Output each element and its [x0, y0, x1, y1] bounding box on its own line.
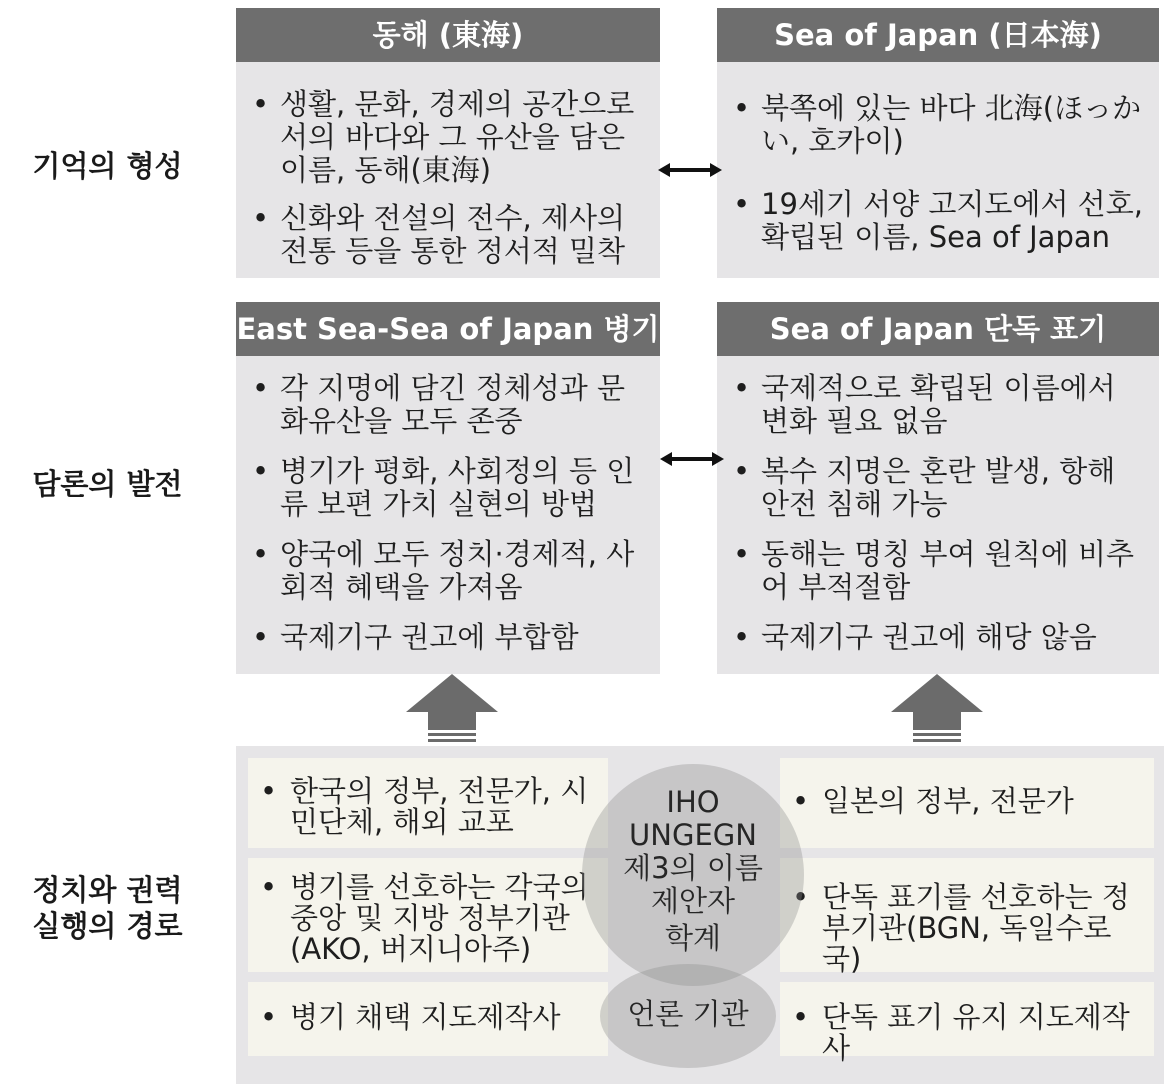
list-item: • 각 지명에 담긴 정체성과 문화유산을 모두 존중 — [236, 372, 660, 438]
box-east-sea — [236, 8, 660, 278]
box-dual-naming-title: East Sea-Sea of Japan 병기 — [236, 302, 660, 356]
box-dual-naming — [236, 302, 660, 674]
center-group-line: UNGEGN — [629, 818, 757, 852]
list-item: • 병기 채택 지도제작사 — [248, 1002, 608, 1033]
row-label-memory: 기억의 형성 — [32, 149, 183, 183]
list-item: • 신화와 전설의 전수, 제사의 전통 등을 통한 정서적 밀착 — [236, 202, 660, 268]
list-item: • 국제기구 권고에 부합함 — [236, 621, 660, 654]
double-arrow-icon — [660, 449, 724, 469]
list-item: • 양국에 모두 정치·경제적, 사회적 혜택을 가져옴 — [236, 538, 660, 604]
list-item: • 일본의 정부, 전문가 — [780, 786, 1154, 817]
up-arrow-icon — [404, 670, 500, 748]
center-group-line: 학계 — [664, 921, 722, 955]
list-item: • 동해는 명칭 부여 원칙에 비추어 부적절함 — [717, 538, 1159, 604]
center-group-line: IHO — [666, 785, 720, 819]
row-label-discourse: 담론의 발전 — [32, 467, 183, 501]
cell-single-gov — [780, 858, 1154, 976]
center-group-line: 제안자 — [650, 884, 736, 918]
cell-single-mapmakers — [780, 982, 1154, 1065]
list-item: • 단독 표기 유지 지도제작사 — [780, 1002, 1154, 1064]
list-item: • 복수 지명은 혼란 발생, 항해 안전 침해 가능 — [717, 455, 1159, 521]
list-item: • 북쪽에 있는 바다 北海(ほっかい, 호카이) — [717, 92, 1159, 158]
box-single-naming-title: Sea of Japan 단독 표기 — [717, 302, 1159, 356]
list-item: • 한국의 정부, 전문가, 시민단체, 해외 교포 — [248, 776, 608, 838]
actors-panel — [236, 746, 1164, 1084]
box-east-sea-list — [236, 88, 660, 268]
double-arrow-icon — [658, 160, 722, 180]
box-dual-naming-list — [236, 372, 660, 654]
box-sea-of-japan-list — [717, 92, 1159, 254]
box-single-naming-list — [717, 372, 1159, 654]
box-east-sea-title: 동해 (東海) — [236, 8, 660, 62]
list-item: • 병기가 평화, 사회정의 등 인류 보편 가치 실현의 방법 — [236, 455, 660, 521]
center-media-label: 언론 기관 — [627, 997, 749, 1031]
cell-dual-mapmakers — [248, 982, 608, 1056]
box-sea-of-japan-title: Sea of Japan (日本海) — [717, 8, 1159, 62]
list-item: • 국제적으로 확립된 이름에서 변화 필요 없음 — [717, 372, 1159, 438]
cell-dual-gov — [248, 858, 608, 972]
list-item: • 생활, 문화, 경제의 공간으로서의 바다와 그 유산을 담은 이름, 동해(東海) — [236, 88, 660, 187]
cell-japan-actors — [780, 758, 1154, 848]
row-label-politics-line1: 정치와 권력 — [32, 873, 183, 907]
list-item: • 병기를 선호하는 각국의 중앙 및 지방 정부기관(AKO, 버지니아주) — [248, 872, 608, 965]
center-group-line: 제3의 이름 — [623, 851, 763, 885]
box-sea-of-japan — [717, 8, 1159, 278]
list-item: • 19세기 서양 고지도에서 선호, 확립된 이름, Sea of Japan — [717, 188, 1159, 254]
row-label-politics — [0, 872, 215, 944]
row-label-politics-line2: 실행의 경로 — [32, 909, 183, 943]
list-item: • 단독 표기를 선호하는 정부기관(BGN, 독일수로국) — [780, 882, 1154, 975]
box-single-naming — [717, 302, 1159, 674]
list-item: • 국제기구 권고에 해당 않음 — [717, 621, 1159, 654]
cell-korea-actors — [248, 758, 608, 848]
up-arrow-icon — [889, 670, 985, 748]
center-group-label — [608, 786, 778, 955]
